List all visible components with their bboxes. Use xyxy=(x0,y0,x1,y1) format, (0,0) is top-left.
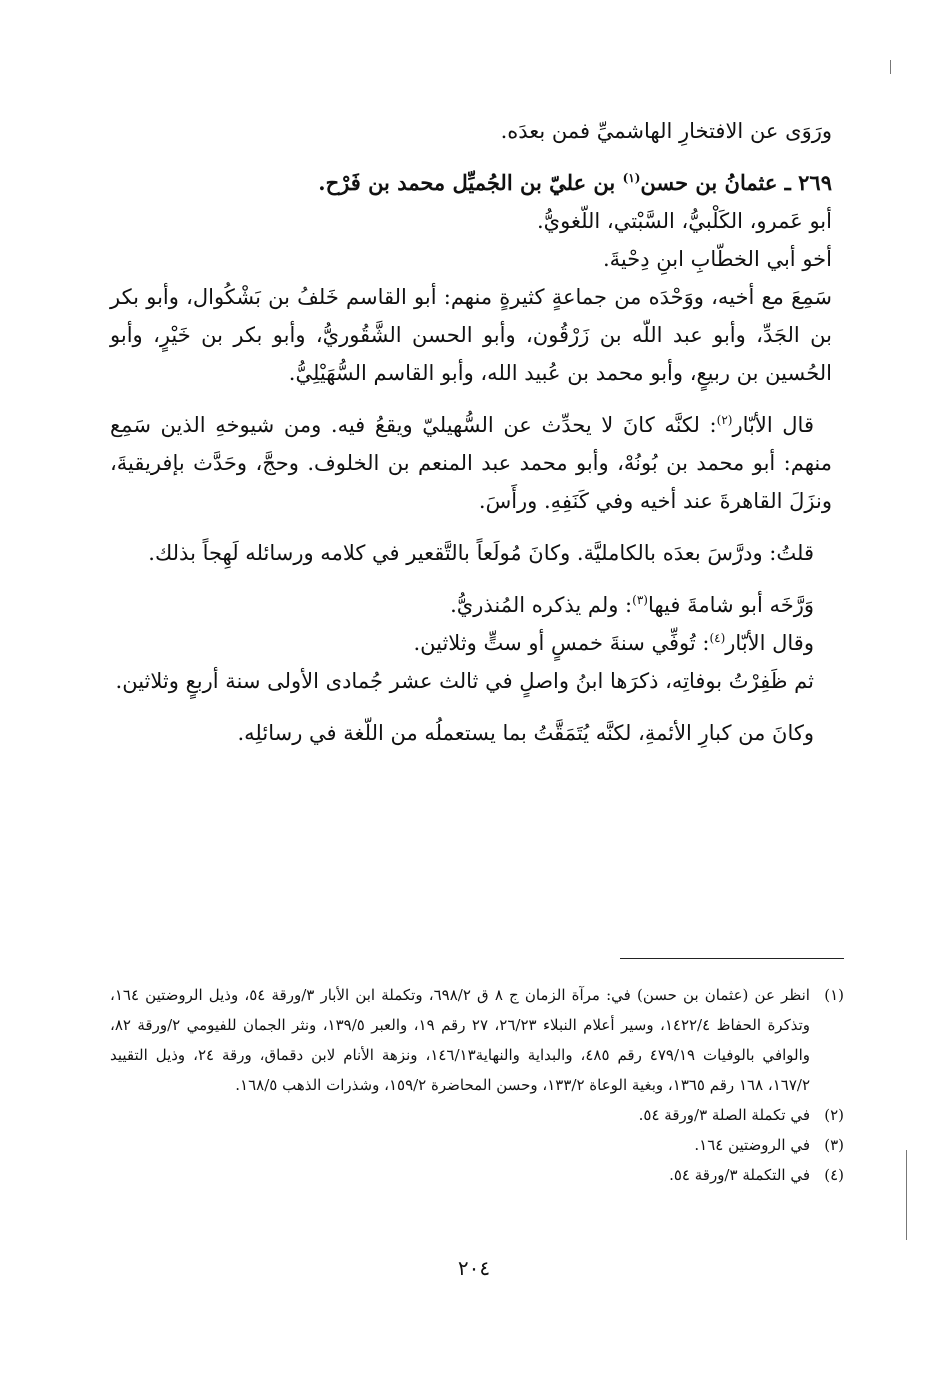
abu-shama-start: وَرَّخَه أبو شامةَ فيها xyxy=(647,593,814,617)
footnotes xyxy=(110,980,844,1190)
teachers-paragraph: سَمِعَ مع أخيه، ووَحْدَه من جماعةٍ كثيرةٍ منهم: أبو القاسم خَلفُ بن بَشْكُوال، وأبو بكر بن الجَدِّ، وأبو عبد اللّه بن زَرْقُون، وأبو الحسن الشَّقُوريُّ، وأبو بكر بن خَيْرٍ، وأبو الحُسين بن ربيعٍ، وأبو محمد بن عُبيد الله، وأبو القاسم السُّهَيْلِيُّ. xyxy=(110,285,832,385)
footnote-text: في الروضتين ١٦٤. xyxy=(694,1136,810,1154)
footnote-ref-4[interactable]: (٤) xyxy=(709,631,726,645)
closing-paragraph: وكانَ من كبارِ الأئمةِ، لكنَّه يُتَمَقَّتُ بما يستعملُه من اللّغة في رسائلِه. xyxy=(237,721,814,745)
death-date-start: وقال الأبّار xyxy=(725,631,814,655)
abbar-quote-start: قال الأبّار xyxy=(732,413,814,437)
footnote-ref-2[interactable]: (٢) xyxy=(716,413,733,427)
scan-mark xyxy=(890,60,891,74)
abbar-quote-paragraph xyxy=(110,406,832,520)
footnote-ref-3[interactable]: (٣) xyxy=(632,593,648,607)
footnote-number: (١) xyxy=(824,986,844,1004)
footnote-2 xyxy=(110,1100,844,1130)
death-date-end: : تُوفِّي سنةَ خمسٍ أو ستٍّ وثلاثين. xyxy=(413,631,710,655)
kunya-line: أبو عَمرو، الكَلْبيُّ، السَّبْتي، اللّغويُّ. xyxy=(536,209,832,233)
death-confirmation-paragraph: ثم ظَفِرْتُ بوفاتِه، ذكرَها ابنُ واصلٍ في ثالث عشر جُمادى الأولى سنة أربعٍ وثلاثين. xyxy=(115,669,814,693)
death-date-line xyxy=(110,624,832,662)
entry-title-start: ٢٦٩ ـ عثمانُ بن حسن xyxy=(640,170,832,195)
footnote-divider xyxy=(620,958,844,959)
footnote-text: في التكملة ٣/ورقة ٥٤. xyxy=(669,1166,810,1184)
entry-title-end: بن عليّ بن الجُميِّل محمد بن فَرْح. xyxy=(318,170,623,195)
footnote-number: (٣) xyxy=(824,1136,844,1154)
footnote-text: في تكملة الصلة ٣/ورقة ٥٤. xyxy=(638,1106,810,1124)
abu-shama-end: : ولم يذكره المُنذريُّ. xyxy=(450,593,633,617)
entry-heading xyxy=(110,164,832,202)
page-number: ٢٠٤ xyxy=(457,1256,491,1280)
author-note-paragraph: قلتُ: ودرَّسَ بعدَه بالكامليَّة. وكانَ مُولَعاً بالتَّقعير في كلامه ورسائله لَهِجاً بذلك. xyxy=(148,541,814,565)
footnote-4 xyxy=(110,1160,844,1190)
abu-shama-line xyxy=(110,586,832,624)
footnote-ref-1[interactable]: (١) xyxy=(622,171,641,185)
abbar-quote-body: : لكنَّه كانَ لا يحدِّث عن السُّهيليّ ويقعُ فيه. ومن شيوخهِ الذين سَمِع منهم: أبو محمد بن بُونُهْ، وأبو محمد عبد المنعم بن الخلوف. وحجَّ، وحَدَّث بإفريقيةَ، ونزَلَ القاهرةَ عند أخيه وفي كَنَفِهِ. ورأَسَ. xyxy=(110,413,832,513)
footnote-3 xyxy=(110,1130,844,1160)
footnote-text: انظر عن (عثمان بن حسن) في: مرآة الزمان ج ٨ ق ٦٩٨/٢، وتكملة ابن الأبار ٣/ورقة ٥٤، وذيل الروضتين ١٦٤، وتذكرة الحفاظ ١٤٢٢/٤، وسير أعلام النبلاء ٢٦/٢٣، ٢٧ رقم ١٩، والعبر ١٣٩/٥، ونثر الجمان للفيومي ٢/ورقة ٨٢، والوافي بالوفيات ٤٧٩/١٩ رقم ٤٨٥، والبداية والنهاية١٤٦/١٣، ونزهة الأنام لابن دقماق، ورقة ٢٤، وذيل التقييد ١٦٧/٢، ١٦٨ رقم ١٣٦٥، وبغية الوعاة ١٣٣/٢، وحسن المحاضرة ١٥٩/٢، وشذرات الذهب ١٦٨/٥. xyxy=(110,986,811,1094)
footnote-1 xyxy=(110,980,844,1100)
footnote-number: (٤) xyxy=(824,1166,844,1184)
footnote-number: (٢) xyxy=(824,1106,844,1124)
scan-mark xyxy=(906,1150,907,1240)
paragraph-1: ورَوَى عن الافتخارِ الهاشميِّ فمن بعدَه. xyxy=(500,119,832,143)
main-text xyxy=(110,112,832,752)
brother-line: أخو أبي الخطّابِ ابنِ دِحْيةَ. xyxy=(602,247,832,271)
